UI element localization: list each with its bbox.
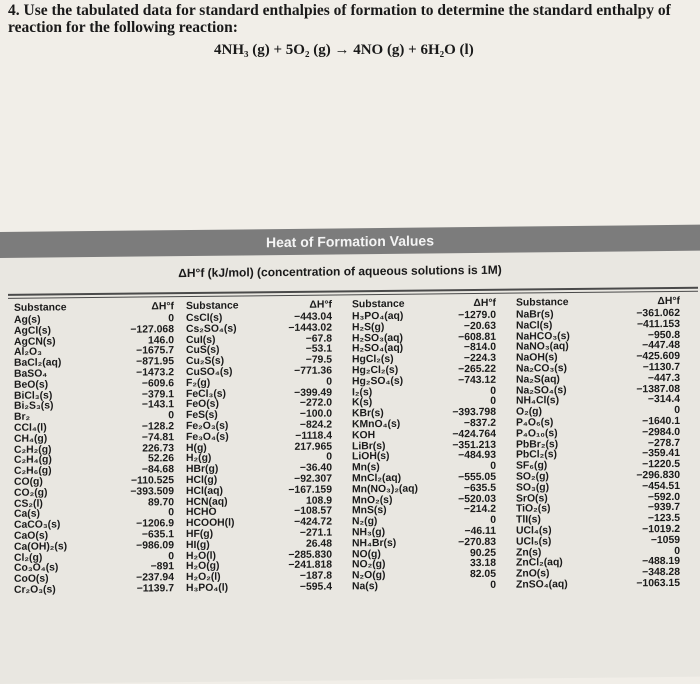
- substance-cell: NaHCO₃(s): [516, 330, 570, 343]
- enthalpy-value-cell: −123.5: [647, 513, 680, 525]
- substance-cell: N₂(g): [352, 516, 378, 528]
- enthalpy-value-cell: −986.09: [136, 539, 174, 552]
- enthalpy-value-cell: −79.5: [305, 354, 332, 366]
- enthalpy-value-cell: −520.03: [458, 493, 496, 505]
- substance-cell: HgCl₂(s): [352, 354, 394, 366]
- substance-cell: NO(g): [352, 548, 381, 560]
- substance-cell: Hg₂Cl₂(s): [352, 364, 399, 377]
- enthalpy-value-cell: 90.25: [469, 547, 496, 559]
- substance-cell: HCN(aq): [186, 496, 228, 508]
- substance-cell: CaCO₃(s): [14, 519, 61, 531]
- dhf-header: ΔH°f: [473, 297, 496, 310]
- substance-cell: H(g): [186, 442, 207, 454]
- substance-cell: BaSO₄: [14, 368, 48, 380]
- substance-cell: ZnO(s): [516, 568, 550, 580]
- enthalpy-value-cell: 108.9: [305, 495, 332, 507]
- enthalpy-value-cell: −296.830: [636, 469, 680, 482]
- enthalpy-value-cell: −46.11: [464, 525, 496, 538]
- substance-cell: CoO(s): [14, 573, 49, 585]
- enthalpy-value-cell: −143.1: [141, 399, 174, 411]
- enthalpy-value-cell: −1675.7: [136, 345, 174, 357]
- substance-cell: CS₂(l): [14, 498, 43, 510]
- enthalpy-value-cell: −743.12: [458, 374, 496, 386]
- enthalpy-value-cell: −488.19: [642, 556, 680, 568]
- enthalpy-value-cell: −224.3: [463, 352, 496, 365]
- enthalpy-value-cell: 146.0: [147, 334, 174, 347]
- substance-cell: H₂(g): [186, 453, 212, 465]
- enthalpy-value-cell: −425.609: [636, 351, 680, 363]
- substance-cell: KMnO₄(s): [352, 418, 401, 431]
- column-1-substances: [14, 303, 109, 597]
- substance-cell: C₂H₆(g): [14, 465, 52, 478]
- dhf-header: ΔH°f: [151, 301, 174, 313]
- enthalpy-value-cell: 217.965: [294, 441, 332, 453]
- enthalpy-value-cell: −285.830: [288, 549, 332, 561]
- enthalpy-value-cell: −359.41: [642, 448, 680, 460]
- substance-cell: CsCl(s): [186, 312, 223, 325]
- enthalpy-value-cell: −265.22: [458, 363, 496, 376]
- substance-cell: NaNO₃(aq): [516, 341, 569, 353]
- substance-cell: H₃PO₄(aq): [352, 310, 404, 323]
- substance-cell: O₂(g): [516, 406, 542, 418]
- enthalpy-value-cell: 0: [490, 396, 496, 408]
- substance-cell: CuSO₄(s): [186, 366, 233, 379]
- substance-cell: BeO(s): [14, 379, 49, 391]
- substance-cell: Na₂SO₄(s): [516, 384, 567, 397]
- enthalpy-value-cell: −1063.15: [636, 577, 680, 590]
- substance-cell: Al₂O₃: [14, 346, 42, 359]
- enthalpy-value-cell: −950.8: [647, 329, 680, 341]
- enthalpy-value-cell: −771.36: [294, 365, 332, 377]
- enthalpy-value-cell: −127.068: [130, 323, 174, 336]
- substance-cell: UCl₅(s): [516, 535, 552, 548]
- enthalpy-value-cell: −871.95: [136, 356, 174, 368]
- enthalpy-value-cell: −447.3: [647, 372, 680, 384]
- substance-cell: NH₃(g): [352, 526, 386, 539]
- substance-cell: NaCl(s): [516, 320, 553, 332]
- substance-cell: ZnCl₂(aq): [516, 557, 563, 569]
- substance-cell: P₄O₆(s): [516, 417, 554, 429]
- enthalpy-value-cell: 89.70: [147, 496, 174, 508]
- enthalpy-value-cell: −379.1: [141, 388, 174, 401]
- substance-cell: HCHO: [186, 507, 217, 519]
- enthalpy-value-cell: 0: [326, 451, 332, 463]
- dhf-header: ΔH°f: [657, 295, 680, 308]
- substance-cell: KBr(s): [352, 408, 384, 420]
- substance-cell: Mn(s): [352, 462, 380, 474]
- enthalpy-value-cell: −67.8: [305, 333, 332, 345]
- enthalpy-value-cell: 0: [168, 410, 174, 422]
- enthalpy-value-cell: −399.49: [294, 387, 332, 399]
- substance-cell: HCl(g): [186, 474, 218, 487]
- substance-cell: AgCN(s): [14, 336, 56, 348]
- column-3-values: [430, 299, 496, 592]
- substance-cell: HCl(aq): [186, 485, 223, 497]
- substance-cell: FeO(s): [186, 399, 219, 411]
- enthalpy-value-cell: −272.0: [299, 397, 332, 410]
- enthalpy-value-cell: −635.5: [463, 482, 496, 494]
- substance-cell: NO₂(g): [352, 559, 386, 571]
- substance-cell: H₃PO₄(l): [186, 582, 229, 594]
- substance-cell: Ag(s): [14, 314, 41, 326]
- enthalpy-value-cell: −608.81: [458, 331, 496, 343]
- substance-cell: LiBr(s): [352, 440, 386, 452]
- enthalpy-value-cell: −278.7: [647, 437, 680, 449]
- enthalpy-value-cell: −100.0: [299, 408, 332, 421]
- substance-cell: LiOH(s): [352, 451, 390, 463]
- enthalpy-value-cell: −447.48: [642, 340, 680, 352]
- enthalpy-value-cell: 26.48: [305, 538, 332, 550]
- substance-cell: MnO₂(s): [352, 494, 393, 506]
- reaction-equation: 4NH₃ (g) + 5O₂ (g) → 4NO (g) + 6H₂O (l): [214, 42, 474, 58]
- enthalpy-value-cell: −74.81: [141, 431, 174, 444]
- enthalpy-value-cell: −1139.7: [136, 583, 174, 595]
- substance-cell: FeS(s): [186, 409, 218, 422]
- enthalpy-value-cell: 0: [674, 545, 680, 557]
- enthalpy-value-cell: −424.72: [294, 516, 332, 529]
- enthalpy-value-cell: −393.509: [130, 485, 174, 498]
- enthalpy-value-cell: −592.0: [647, 491, 680, 503]
- enthalpy-value-cell: −92.307: [294, 473, 332, 485]
- table-title: Heat of Formation Values: [0, 225, 700, 258]
- enthalpy-value-cell: −2984.0: [642, 426, 680, 439]
- enthalpy-value-cell: −1059: [650, 534, 680, 546]
- enthalpy-value-cell: −241.818: [288, 559, 332, 572]
- enthalpy-value-cell: −609.6: [141, 377, 174, 390]
- substance-cell: Cs₂SO₄(s): [186, 323, 237, 335]
- substance-cell: HBr(g): [186, 463, 219, 476]
- substance-cell: C₂H₄(g): [14, 454, 52, 467]
- enthalpy-value-cell: 0: [490, 385, 496, 397]
- substance-cell: H₂SO₃(aq): [352, 332, 403, 344]
- substance-cell: SrO(s): [516, 492, 548, 505]
- substance-cell: NaBr(s): [516, 309, 554, 321]
- enthalpy-value-cell: 52.26: [147, 453, 174, 465]
- substance-cell: CuS(s): [186, 345, 220, 357]
- enthalpy-value-cell: −814.0: [463, 342, 496, 354]
- substance-cell: H₂SO₄(aq): [352, 343, 404, 355]
- enthalpy-value-cell: −84.68: [141, 464, 174, 476]
- column-4-values: [608, 297, 680, 590]
- substance-cell: Fe₃O₄(s): [186, 431, 229, 443]
- enthalpy-value-cell: −1473.2: [136, 367, 174, 379]
- substance-cell: TlI(s): [516, 514, 541, 526]
- enthalpy-value-cell: −1443.02: [288, 322, 332, 334]
- enthalpy-value-cell: −1118.4: [295, 430, 332, 442]
- enthalpy-value-cell: −891: [150, 561, 174, 573]
- enthalpy-value-cell: 0: [490, 460, 496, 473]
- enthalpy-value-cell: −1279.0: [458, 309, 496, 322]
- substance-cell: CuI(s): [186, 334, 216, 346]
- column-1-values: [108, 302, 174, 595]
- question-line-2: reaction for the following reaction:: [8, 19, 238, 36]
- substance-cell: Cl₂(g): [14, 552, 43, 564]
- enthalpy-value-cell: −393.798: [452, 406, 496, 419]
- enthalpy-value-cell: 226.73: [142, 442, 174, 455]
- enthalpy-value-cell: −484.93: [458, 450, 496, 462]
- enthalpy-value-cell: −20.63: [463, 320, 496, 332]
- substance-header: Substance: [516, 297, 569, 309]
- enthalpy-value-cell: −1220.5: [642, 459, 680, 471]
- substance-cell: CO₂(g): [14, 487, 48, 499]
- enthalpy-value-cell: −270.83: [458, 536, 496, 548]
- substance-cell: Bi₂S₃(s): [14, 400, 54, 413]
- substance-cell: AgCl(s): [14, 325, 51, 337]
- enthalpy-value-cell: −1387.08: [636, 383, 680, 395]
- enthalpy-value-cell: 0: [674, 405, 680, 417]
- substance-cell: PbCl₂(s): [516, 449, 557, 461]
- substance-cell: TiO₂(s): [516, 503, 551, 515]
- substance-cell: CaO(s): [14, 530, 49, 542]
- substance-cell: CCl₄(l): [14, 422, 47, 434]
- enthalpy-value-cell: −128.2: [141, 421, 174, 433]
- enthalpy-value-cell: 33.18: [469, 558, 496, 570]
- substance-cell: Cu₂S(s): [186, 355, 225, 368]
- enthalpy-value-cell: −271.1: [299, 527, 332, 539]
- substance-cell: MnS(s): [352, 505, 387, 517]
- table-subtitle: ΔH°f (kJ/mol) (concentration of aqueous solutions is 1M): [178, 262, 502, 281]
- substance-header: Substance: [14, 302, 67, 314]
- substance-cell: NH₄Br(s): [352, 537, 397, 550]
- substance-cell: Zn(s): [516, 546, 542, 559]
- substance-cell: Ca(OH)₂(s): [14, 541, 68, 553]
- substance-cell: CO(g): [14, 476, 43, 488]
- substance-cell: H₂O(l): [186, 550, 217, 562]
- enthalpy-value-cell: −36.40: [299, 462, 332, 475]
- substance-cell: Ca(s): [14, 508, 40, 521]
- question-line-1: 4. Use the tabulated data for standard enthalpies of formation to determine the standard enthalpy of: [8, 2, 671, 19]
- substance-cell: Na₂S(aq): [516, 373, 560, 386]
- column-4-substances: [516, 298, 611, 592]
- enthalpy-value-cell: −454.51: [642, 480, 680, 493]
- heat-of-formation-table: [0, 225, 700, 684]
- substance-cell: SO₃(g): [516, 481, 550, 494]
- substance-cell: H₂O(g): [186, 561, 220, 573]
- substance-cell: Br₂: [14, 411, 31, 424]
- enthalpy-value-cell: −314.4: [647, 394, 680, 406]
- enthalpy-value-cell: −351.213: [452, 439, 496, 451]
- substance-cell: NaOH(s): [516, 352, 558, 364]
- substance-cell: F₂(g): [186, 377, 211, 389]
- substance-cell: CH₄(g): [14, 433, 48, 445]
- enthalpy-value-cell: −824.2: [299, 419, 332, 431]
- substance-cell: MnCl₂(aq): [352, 472, 402, 485]
- enthalpy-value-cell: −187.8: [299, 570, 332, 582]
- substance-cell: I₂(s): [352, 386, 373, 398]
- substance-cell: ZnSO₄(aq): [516, 578, 568, 591]
- dhf-header: ΔH°f: [309, 299, 332, 311]
- enthalpy-value-cell: −108.57: [294, 505, 332, 518]
- enthalpy-value-cell: −1206.9: [136, 518, 174, 530]
- enthalpy-value-cell: −214.2: [463, 504, 496, 516]
- enthalpy-value-cell: −237.94: [136, 572, 174, 584]
- enthalpy-value-cell: 0: [490, 514, 496, 527]
- substance-cell: Co₃O₄(s): [14, 562, 59, 575]
- enthalpy-value-cell: −411.153: [636, 318, 680, 331]
- substance-cell: H₂O₂(l): [186, 571, 221, 584]
- enthalpy-value-cell: −837.2: [463, 417, 496, 430]
- substance-cell: C₂H₂(g): [14, 444, 52, 456]
- substance-cell: BiCl₃(s): [14, 390, 53, 402]
- enthalpy-value-cell: −1019.2: [642, 523, 680, 536]
- substance-cell: SO₂(g): [516, 471, 549, 483]
- substance-cell: BaCl₂(aq): [14, 357, 62, 370]
- substance-cell: H₂S(g): [352, 321, 385, 334]
- enthalpy-value-cell: −443.04: [294, 311, 332, 323]
- enthalpy-value-cell: −1130.7: [642, 361, 680, 374]
- substance-header: Substance: [186, 300, 239, 313]
- substance-cell: Mn(NO₃)₂(aq): [352, 483, 418, 496]
- substance-cell: N₂O(g): [352, 570, 386, 582]
- substance-cell: UCl₄(s): [516, 525, 552, 537]
- enthalpy-value-cell: −361.062: [636, 307, 680, 320]
- substance-cell: Na₂CO₃(s): [516, 363, 567, 375]
- enthalpy-value-cell: 82.05: [469, 568, 496, 581]
- enthalpy-value-cell: −1640.1: [642, 415, 680, 428]
- enthalpy-value-cell: −424.764: [452, 428, 496, 441]
- enthalpy-value-cell: 0: [490, 579, 496, 591]
- column-2-substances: [186, 301, 276, 595]
- substance-cell: HCOOH(l): [186, 517, 235, 530]
- substance-cell: KOH: [352, 429, 376, 442]
- substance-cell: SF₆(g): [516, 460, 548, 472]
- substance-cell: Cr₂O₃(s): [14, 584, 56, 596]
- enthalpy-value-cell: −595.4: [299, 581, 332, 593]
- enthalpy-value-cell: −555.05: [458, 471, 496, 484]
- substance-cell: Na(s): [352, 580, 378, 593]
- substance-cell: P₄O₁₀(s): [516, 427, 558, 440]
- substance-cell: NH₄Cl(s): [516, 395, 560, 407]
- enthalpy-value-cell: 0: [168, 507, 174, 519]
- enthalpy-value-cell: 0: [168, 313, 174, 325]
- enthalpy-value-cell: −635.1: [141, 529, 174, 541]
- question-text: [8, 2, 698, 36]
- substance-header: Substance: [352, 298, 405, 311]
- substance-cell: HF(g): [186, 528, 214, 540]
- substance-cell: HI(g): [186, 539, 210, 551]
- substance-cell: K(s): [352, 397, 373, 409]
- enthalpy-value-cell: 0: [326, 376, 332, 388]
- substance-cell: Hg₂SO₄(s): [352, 375, 404, 388]
- enthalpy-value-cell: −110.525: [130, 475, 174, 487]
- enthalpy-value-cell: −167.159: [288, 484, 332, 496]
- enthalpy-value-cell: −348.28: [642, 567, 680, 579]
- column-2-values: [272, 301, 332, 594]
- enthalpy-value-cell: −53.1: [305, 343, 332, 356]
- substance-cell: PbBr₂(s): [516, 438, 559, 451]
- substance-cell: Fe₂O₃(s): [186, 420, 229, 433]
- enthalpy-value-cell: −939.7: [647, 502, 680, 514]
- enthalpy-value-cell: 0: [168, 550, 174, 562]
- substance-cell: FeCl₃(s): [186, 388, 227, 400]
